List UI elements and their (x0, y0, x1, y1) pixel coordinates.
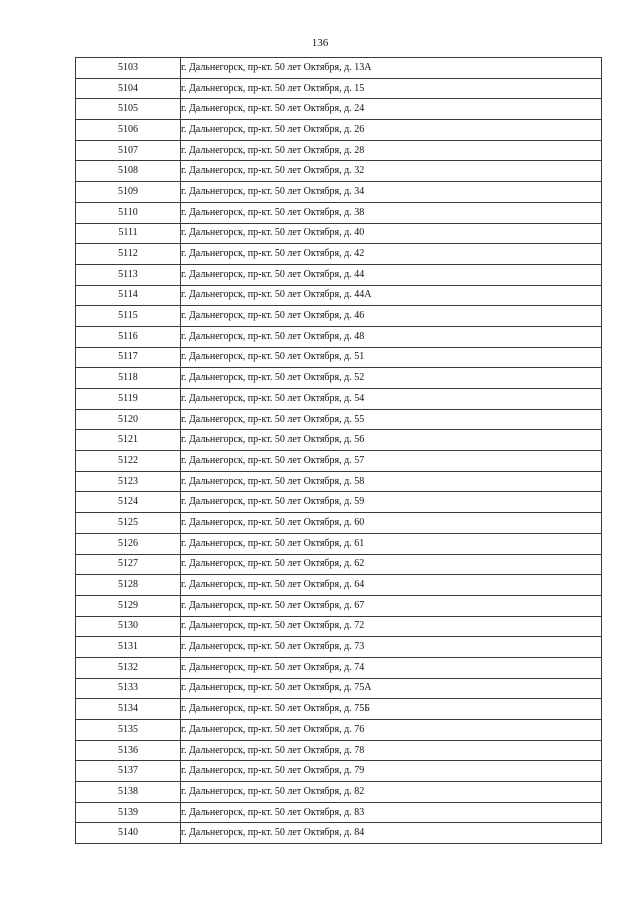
address-cell: г. Дальнегорск, пр-кт. 50 лет Октября, д. 54 (181, 389, 602, 410)
address-cell: г. Дальнегорск, пр-кт. 50 лет Октября, д. 40 (181, 223, 602, 244)
row-number-cell: 5104 (76, 78, 181, 99)
table-row (76, 58, 602, 79)
table-row (76, 720, 602, 741)
table-row (76, 678, 602, 699)
table-row (76, 451, 602, 472)
address-cell: г. Дальнегорск, пр-кт. 50 лет Октября, д. 64 (181, 575, 602, 596)
row-number-cell: 5133 (76, 678, 181, 699)
table-row (76, 285, 602, 306)
table-row (76, 740, 602, 761)
table-row (76, 637, 602, 658)
row-number-cell: 5127 (76, 554, 181, 575)
address-cell: г. Дальнегорск, пр-кт. 50 лет Октября, д. 55 (181, 409, 602, 430)
row-number-cell: 5116 (76, 326, 181, 347)
row-number-cell: 5124 (76, 492, 181, 513)
address-cell: г. Дальнегорск, пр-кт. 50 лет Октября, д. 32 (181, 161, 602, 182)
address-cell: г. Дальнегорск, пр-кт. 50 лет Октября, д. 56 (181, 430, 602, 451)
row-number-cell: 5105 (76, 99, 181, 120)
address-cell: г. Дальнегорск, пр-кт. 50 лет Октября, д. 75А (181, 678, 602, 699)
page-number: 136 (311, 37, 329, 49)
table-row (76, 802, 602, 823)
table-row (76, 347, 602, 368)
table-row (76, 326, 602, 347)
address-cell: г. Дальнегорск, пр-кт. 50 лет Октября, д. 83 (181, 802, 602, 823)
table-row (76, 575, 602, 596)
table-row (76, 99, 602, 120)
address-cell: г. Дальнегорск, пр-кт. 50 лет Октября, д. 74 (181, 657, 602, 678)
row-number-cell: 5111 (76, 223, 181, 244)
table-row (76, 823, 602, 844)
address-cell: г. Дальнегорск, пр-кт. 50 лет Октября, д. 48 (181, 326, 602, 347)
table-row (76, 120, 602, 141)
address-cell: г. Дальнегорск, пр-кт. 50 лет Октября, д. 75Б (181, 699, 602, 720)
row-number-cell: 5119 (76, 389, 181, 410)
address-cell: г. Дальнегорск, пр-кт. 50 лет Октября, д. 73 (181, 637, 602, 658)
address-cell: г. Дальнегорск, пр-кт. 50 лет Октября, д. 72 (181, 616, 602, 637)
row-number-cell: 5139 (76, 802, 181, 823)
address-cell: г. Дальнегорск, пр-кт. 50 лет Октября, д. 78 (181, 740, 602, 761)
row-number-cell: 5123 (76, 471, 181, 492)
table-row (76, 554, 602, 575)
address-cell: г. Дальнегорск, пр-кт. 50 лет Октября, д. 51 (181, 347, 602, 368)
address-cell: г. Дальнегорск, пр-кт. 50 лет Октября, д. 24 (181, 99, 602, 120)
row-number-cell: 5103 (76, 58, 181, 79)
row-number-cell: 5107 (76, 140, 181, 161)
address-cell: г. Дальнегорск, пр-кт. 50 лет Октября, д. 42 (181, 244, 602, 265)
table-row (76, 182, 602, 203)
row-number-cell: 5132 (76, 657, 181, 678)
address-cell: г. Дальнегорск, пр-кт. 50 лет Октября, д. 26 (181, 120, 602, 141)
address-table (75, 57, 602, 844)
table-row (76, 782, 602, 803)
row-number-cell: 5134 (76, 699, 181, 720)
address-cell: г. Дальнегорск, пр-кт. 50 лет Октября, д. 46 (181, 306, 602, 327)
row-number-cell: 5117 (76, 347, 181, 368)
row-number-cell: 5130 (76, 616, 181, 637)
row-number-cell: 5125 (76, 513, 181, 534)
table-row (76, 140, 602, 161)
row-number-cell: 5118 (76, 368, 181, 389)
row-number-cell: 5112 (76, 244, 181, 265)
row-number-cell: 5128 (76, 575, 181, 596)
table-row (76, 513, 602, 534)
address-cell: г. Дальнегорск, пр-кт. 50 лет Октября, д. 84 (181, 823, 602, 844)
table-row (76, 409, 602, 430)
address-cell: г. Дальнегорск, пр-кт. 50 лет Октября, д. 79 (181, 761, 602, 782)
address-cell: г. Дальнегорск, пр-кт. 50 лет Октября, д. 76 (181, 720, 602, 741)
address-cell: г. Дальнегорск, пр-кт. 50 лет Октября, д. 13А (181, 58, 602, 79)
table-row (76, 471, 602, 492)
address-cell: г. Дальнегорск, пр-кт. 50 лет Октября, д. 61 (181, 533, 602, 554)
row-number-cell: 5122 (76, 451, 181, 472)
row-number-cell: 5106 (76, 120, 181, 141)
row-number-cell: 5138 (76, 782, 181, 803)
row-number-cell: 5131 (76, 637, 181, 658)
row-number-cell: 5108 (76, 161, 181, 182)
address-cell: г. Дальнегорск, пр-кт. 50 лет Октября, д. 58 (181, 471, 602, 492)
address-cell: г. Дальнегорск, пр-кт. 50 лет Октября, д. 59 (181, 492, 602, 513)
row-number-cell: 5135 (76, 720, 181, 741)
address-cell: г. Дальнегорск, пр-кт. 50 лет Октября, д. 60 (181, 513, 602, 534)
address-cell: г. Дальнегорск, пр-кт. 50 лет Октября, д. 34 (181, 182, 602, 203)
row-number-cell: 5109 (76, 182, 181, 203)
address-cell: г. Дальнегорск, пр-кт. 50 лет Октября, д. 52 (181, 368, 602, 389)
row-number-cell: 5136 (76, 740, 181, 761)
table-row (76, 264, 602, 285)
table-row (76, 616, 602, 637)
row-number-cell: 5140 (76, 823, 181, 844)
address-cell: г. Дальнегорск, пр-кт. 50 лет Октября, д. 44 (181, 264, 602, 285)
address-cell: г. Дальнегорск, пр-кт. 50 лет Октября, д. 15 (181, 78, 602, 99)
address-cell: г. Дальнегорск, пр-кт. 50 лет Октября, д. 57 (181, 451, 602, 472)
table-row (76, 223, 602, 244)
row-number-cell: 5110 (76, 202, 181, 223)
row-number-cell: 5121 (76, 430, 181, 451)
row-number-cell: 5129 (76, 595, 181, 616)
row-number-cell: 5113 (76, 264, 181, 285)
table-row (76, 161, 602, 182)
table-row (76, 595, 602, 616)
table-row (76, 492, 602, 513)
table-row (76, 78, 602, 99)
table-row (76, 533, 602, 554)
table-row (76, 389, 602, 410)
table-row (76, 306, 602, 327)
row-number-cell: 5120 (76, 409, 181, 430)
row-number-cell: 5114 (76, 285, 181, 306)
row-number-cell: 5126 (76, 533, 181, 554)
table-row (76, 699, 602, 720)
row-number-cell: 5137 (76, 761, 181, 782)
address-cell: г. Дальнегорск, пр-кт. 50 лет Октября, д. 82 (181, 782, 602, 803)
table-row (76, 368, 602, 389)
table-row (76, 657, 602, 678)
address-cell: г. Дальнегорск, пр-кт. 50 лет Октября, д. 44А (181, 285, 602, 306)
table-row (76, 244, 602, 265)
table-row (76, 430, 602, 451)
address-cell: г. Дальнегорск, пр-кт. 50 лет Октября, д. 28 (181, 140, 602, 161)
address-cell: г. Дальнегорск, пр-кт. 50 лет Октября, д. 38 (181, 202, 602, 223)
row-number-cell: 5115 (76, 306, 181, 327)
address-cell: г. Дальнегорск, пр-кт. 50 лет Октября, д. 62 (181, 554, 602, 575)
address-table-body (76, 58, 602, 844)
table-row (76, 761, 602, 782)
address-cell: г. Дальнегорск, пр-кт. 50 лет Октября, д. 67 (181, 595, 602, 616)
table-row (76, 202, 602, 223)
